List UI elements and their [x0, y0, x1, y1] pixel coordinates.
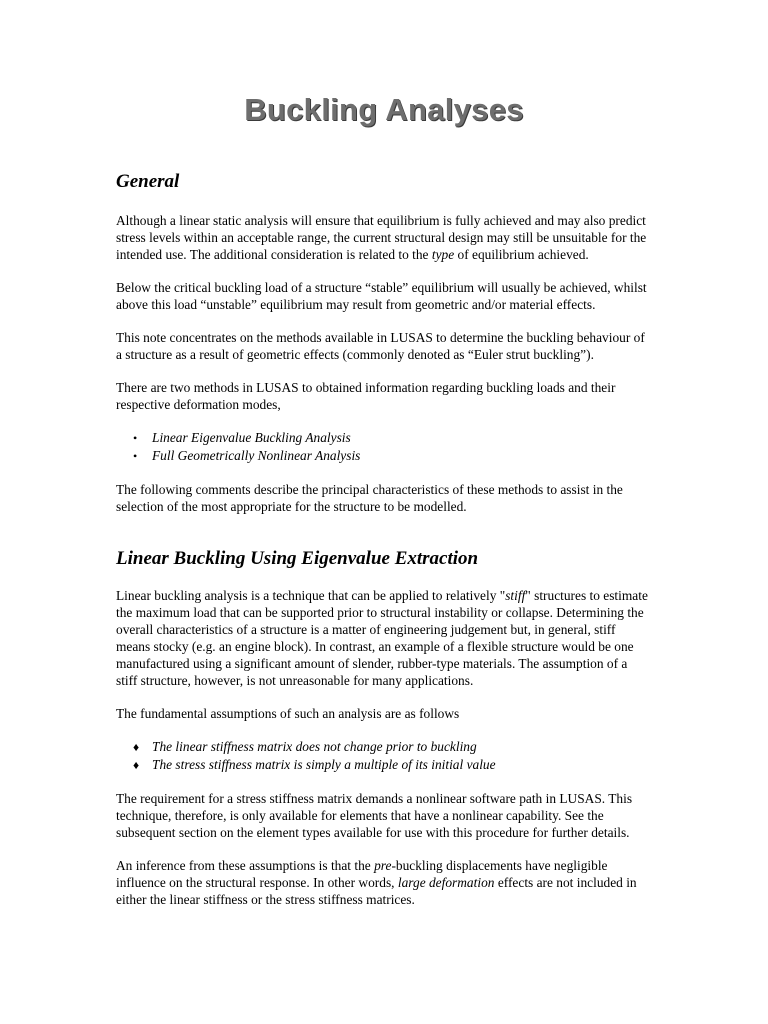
list-item: ♦ The stress stiffness matrix is simply a multiple of its initial value: [133, 757, 496, 772]
paragraph: The following comments describe the principal characteristics of these methods to assist in the selection of the most appropriate for the structure to be modelled.: [116, 482, 623, 514]
paragraph: There are two methods in LUSAS to obtained information regarding buckling loads and their respective deformation modes,: [116, 380, 616, 412]
paragraph: Below the critical buckling load of a structure “stable” equilibrium will usually be achieved, whilst above this load “unstable” equilibrium may result from geometric and/or material effects.: [116, 280, 647, 312]
assumptions-list: [116, 738, 652, 774]
section-heading-linear-buckling: Linear Buckling Using Eigenvalue Extraction: [116, 548, 479, 569]
paragraph: This note concentrates on the methods available in LUSAS to determine the buckling behaviour of a structure as a result of geometric effects (commonly denoted as “Euler strut buckling”).: [116, 330, 645, 362]
list-item: • Linear Eigenvalue Buckling Analysis: [133, 430, 351, 445]
methods-list: [116, 429, 652, 465]
page-title: Buckling Analyses: [244, 92, 524, 127]
bullet-diamond-icon: ♦: [133, 740, 140, 754]
document-body: [116, 168, 652, 924]
bullet-diamond-icon: ♦: [133, 758, 140, 772]
section-heading-general: General: [116, 171, 180, 192]
paragraph: An inference from these assumptions is that the pre-buckling displacements have negligible influence on the structural response. In other words, large deformation effects are not included in either the linear stiffness or the stress stiffness matrices.: [116, 858, 637, 907]
paragraph: The fundamental assumptions of such an analysis are as follows: [116, 706, 460, 721]
bullet-dot-icon: •: [133, 431, 138, 445]
paragraph: Although a linear static analysis will ensure that equilibrium is fully achieved and may also predict stress levels within an acceptable range, the current structural design may still be unsuitable for the intended use. The additional consideration is related to the type of equilibrium achieved.: [116, 213, 647, 262]
list-item: • Full Geometrically Nonlinear Analysis: [133, 448, 361, 463]
paragraph: The requirement for a stress stiffness matrix demands a nonlinear software path in LUSAS. This technique, therefore, is only available for elements that have a nonlinear capability. See the subsequent section on the element types available for use with this procedure for further details.: [116, 791, 633, 840]
bullet-dot-icon: •: [133, 449, 138, 463]
list-item: ♦ The linear stiffness matrix does not change prior to buckling: [133, 739, 477, 754]
paragraph: Linear buckling analysis is a technique that can be applied to relatively "stiff" structures to estimate the maximum load that can be supported prior to structural instability or collapse. Determining the overall characteristics of a structure is a matter of engineering judgement but, in general, stiff means stocky (e.g. an engine block). In contrast, an example of a flexible structure would be one manufactured using a significant amount of slender, rubber-type materials. The assumption of a stiff structure, however, is not unreasonable for many applications.: [116, 588, 648, 688]
